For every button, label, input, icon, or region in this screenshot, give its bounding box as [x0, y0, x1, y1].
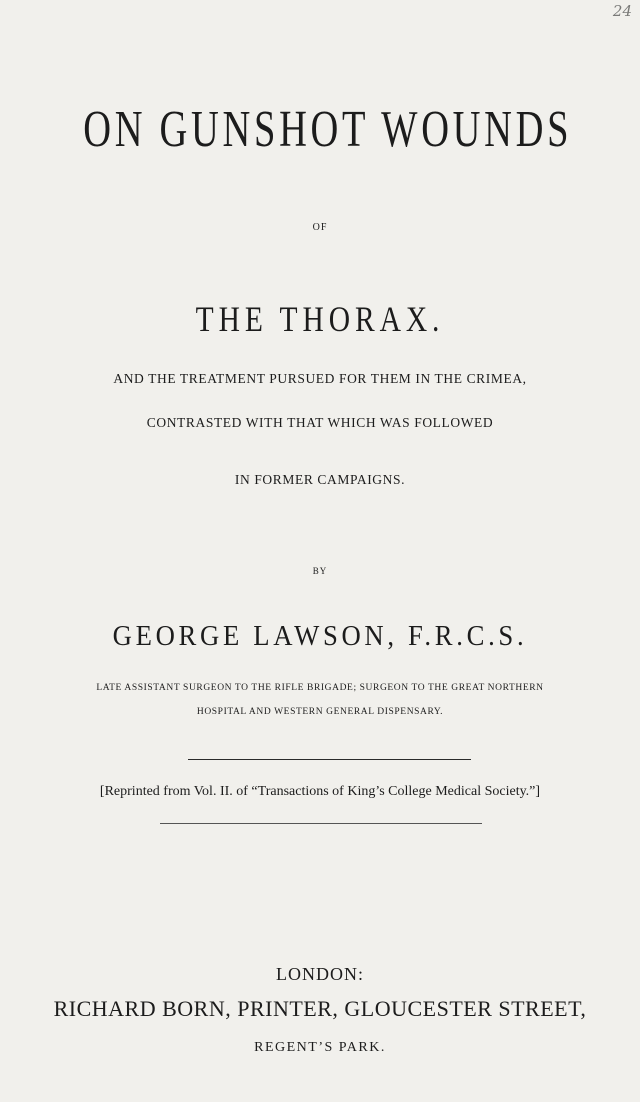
- main-title: ON GUNSHOT WOUNDS: [83, 101, 573, 158]
- description-line: AND THE TREATMENT PURSUED FOR THEM IN THE CRIMEA,: [113, 371, 527, 386]
- author-name: GEORGE LAWSON, F.R.C.S.: [112, 620, 528, 652]
- divider-rule: [188, 759, 471, 760]
- description-line: IN FORMER CAMPAIGNS.: [234, 472, 406, 487]
- description-line: CONTRASTED WITH THAT WHICH WAS FOLLOWED: [146, 415, 494, 430]
- title-connector: OF: [312, 222, 328, 233]
- divider-rule: [160, 823, 482, 824]
- imprint-publisher: RICHARD BORN, PRINTER, GLOUCESTER STREET,: [53, 996, 587, 1021]
- by-line: BY: [312, 566, 328, 576]
- imprint-address: REGENT’S PARK.: [254, 1040, 386, 1055]
- handwritten-page-number: 24: [612, 2, 632, 20]
- reprint-note: [Reprinted from Vol. II. of “Transactions of King’s College Medical Society.”]: [99, 784, 541, 799]
- subtitle: THE THORAX.: [195, 299, 445, 339]
- imprint-city: LONDON:: [276, 964, 364, 984]
- author-credential-line: HOSPITAL AND WESTERN GENERAL DISPENSARY.: [196, 707, 444, 717]
- author-credential-line: LATE ASSISTANT SURGEON TO THE RIFLE BRIGADE; SURGEON TO THE GREAT NORTHERN: [96, 683, 544, 693]
